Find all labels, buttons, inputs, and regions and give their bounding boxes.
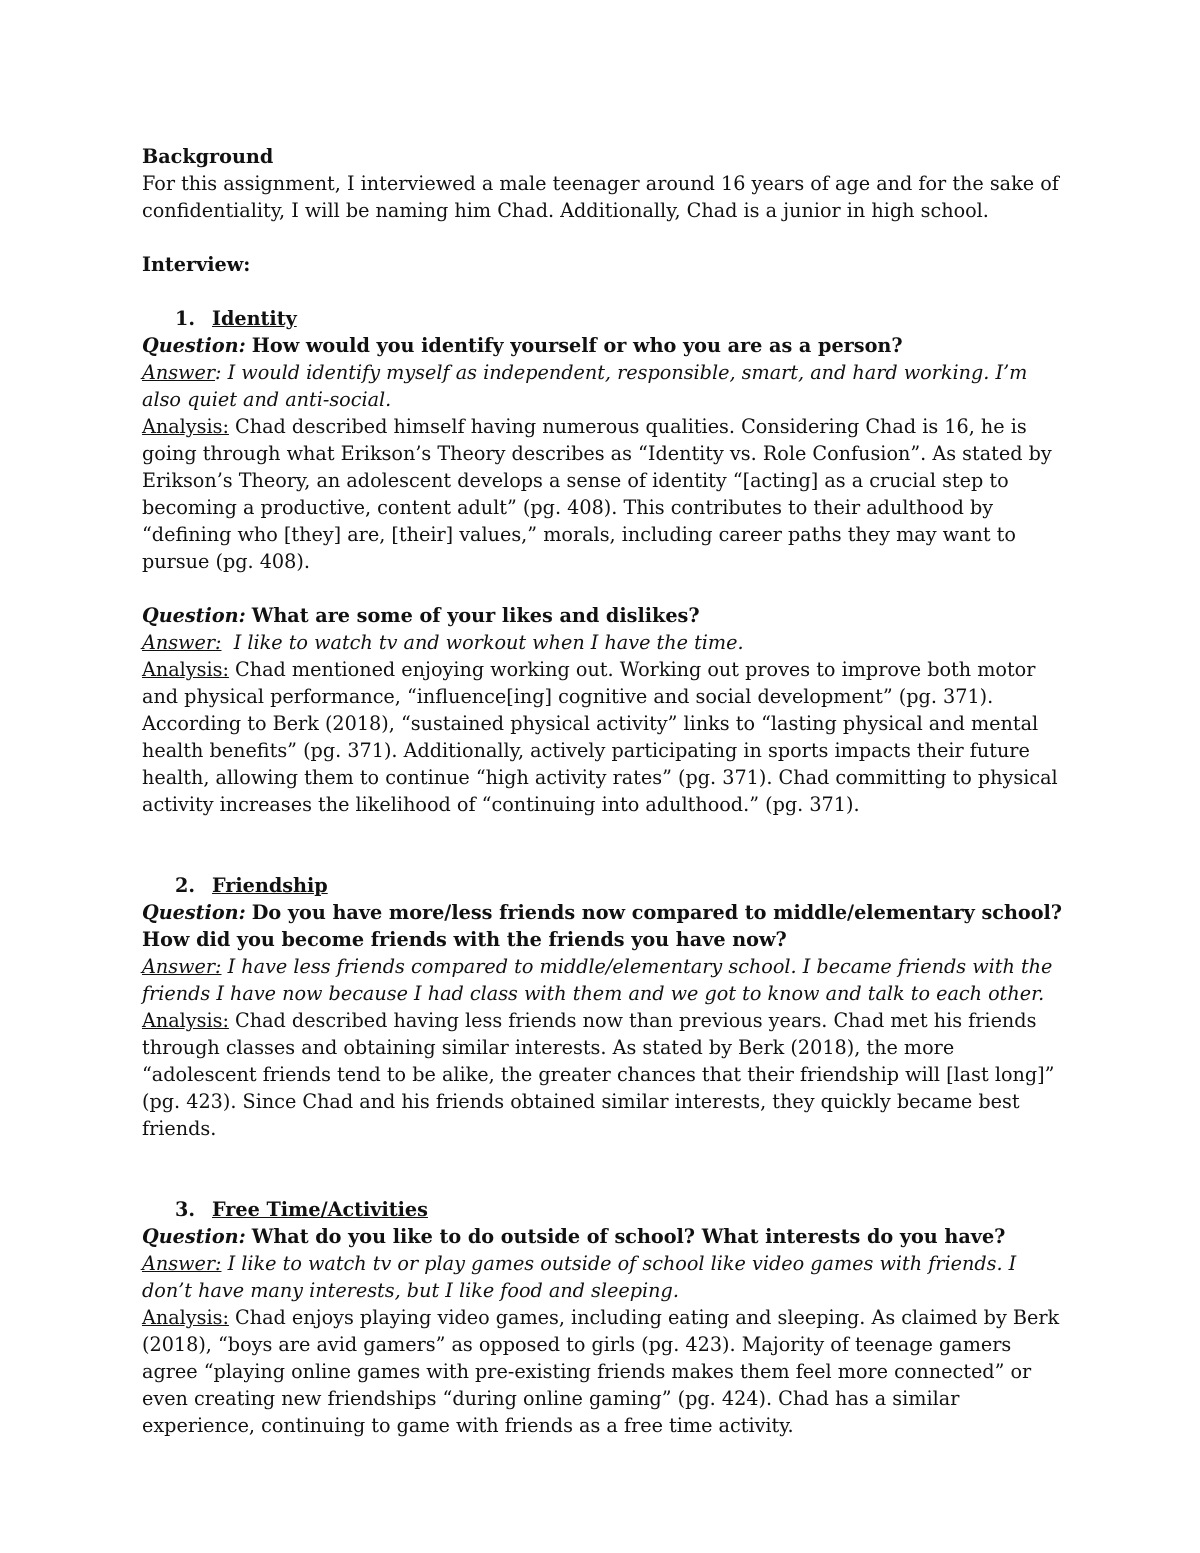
analysis-label: Analysis: [142,658,229,681]
question-label: Question: [142,334,246,357]
analysis-line [142,656,1072,818]
question-line [142,602,1072,629]
question-text: What are some of your likes and dislikes? [251,604,700,627]
question-label: Question: [142,1225,246,1248]
section-title: Friendship [212,874,328,897]
analysis-label: Analysis: [142,415,229,438]
answer-label: Answer: [142,955,222,978]
answer-label: Answer: [142,631,222,654]
section-number: 1. [175,307,196,330]
answer-text: I would identify myself as independent, responsible, smart, and hard working. I’m also quiet and anti-social. [142,361,1028,411]
answer-text: I like to watch tv or play games outside of school like video games with friends. I don’t have many interests, but I like food and sleeping. [142,1252,1017,1302]
spacer [142,818,1072,845]
section-number: 2. [175,874,196,897]
answer-colon: : [215,361,222,384]
answer-line [142,953,1072,1007]
answer-text: I like to watch tv and workout when I have the time. [233,631,744,654]
background-paragraph: For this assignment, I interviewed a male teenager around 16 years of age and for the sake of confidentiality, I will be naming him Chad. Additionally, Chad is a junior in high school. [142,172,1059,222]
answer-line [142,629,1072,656]
analysis-label: Analysis: [142,1306,229,1329]
analysis-text: Chad enjoys playing video games, including eating and sleeping. As claimed by Berk (2018), “boys are avid gamers” as opposed to girls (pg. 423). Majority of teenage gamers agree “playing online games with pre-existing friends makes them feel more connected” or even creating new friendships “during online gaming” (pg. 424). Chad has a similar experience, continuing to game with friends as a free time activity. [142,1306,1060,1437]
answer-text: I have less friends compared to middle/elementary school. I became friends with the friends I have now because I had class with them and we got to know and talk to each other. [142,955,1053,1005]
section-heading-free-time [142,1196,1072,1223]
answer-line [142,1250,1072,1304]
analysis-text: Chad described himself having numerous qualities. Considering Chad is 16, he is going through what Erikson’s Theory describes as “Identity vs. Role Confusion”. As stated by Erikson’s Theory, an adolescent develops a sense of identity “[acting] as a crucial step to becoming a productive, content adult” (pg. 408). This contributes to their adulthood by “defining who [they] are, [their] values,” morals, including career paths they may want to pursue (pg. 408). [142,415,1052,573]
spacer [142,575,1072,602]
spacer [142,278,1072,305]
spacer [142,1169,1072,1196]
section-heading-identity [142,305,1072,332]
question-line [142,899,1072,953]
spacer [142,224,1072,251]
spacer [142,845,1072,872]
section-title: Identity [212,307,297,330]
answer-label: Answer [142,361,216,384]
question-label: Question: [142,604,246,627]
analysis-line [142,1304,1072,1439]
interview-heading: Interview: [142,253,251,276]
question-label: Question: [142,901,246,924]
analysis-text: Chad described having less friends now than previous years. Chad met his friends through classes and obtaining similar interests. As stated by Berk (2018), the more “adolescent friends tend to be alike, the greater chances that their friendship will [last long]” (pg. 423). Since Chad and his friends obtained similar interests, they quickly became best friends. [142,1009,1055,1140]
background-heading: Background [142,145,274,168]
question-line [142,1223,1072,1250]
question-line [142,332,1072,359]
document-page [142,143,1072,1439]
question-text: How would you identify yourself or who you are as a person? [251,334,903,357]
section-heading-friendship [142,872,1072,899]
analysis-line [142,1007,1072,1142]
answer-label: Answer: [142,1252,222,1275]
question-text: What do you like to do outside of school? What interests do you have? [251,1225,1006,1248]
analysis-text: Chad mentioned enjoying working out. Working out proves to improve both motor and physical performance, “influence[ing] cognitive and social development” (pg. 371). According to Berk (2018), “sustained physical activity” links to “lasting physical and mental health benefits” (pg. 371). Additionally, actively participating in sports impacts their future health, allowing them to continue “high activity rates” (pg. 371). Chad committing to physical activity increases the likelihood of “continuing into adulthood.” (pg. 371). [142,658,1058,816]
question-text: Do you have more/less friends now compared to middle/elementary school? How did you become friends with the friends you have now? [142,901,1063,951]
section-number: 3. [175,1198,196,1221]
analysis-label: Analysis: [142,1009,229,1032]
analysis-line [142,413,1072,575]
section-title: Free Time/Activities [212,1198,428,1221]
spacer [142,1142,1072,1169]
answer-line [142,359,1072,413]
